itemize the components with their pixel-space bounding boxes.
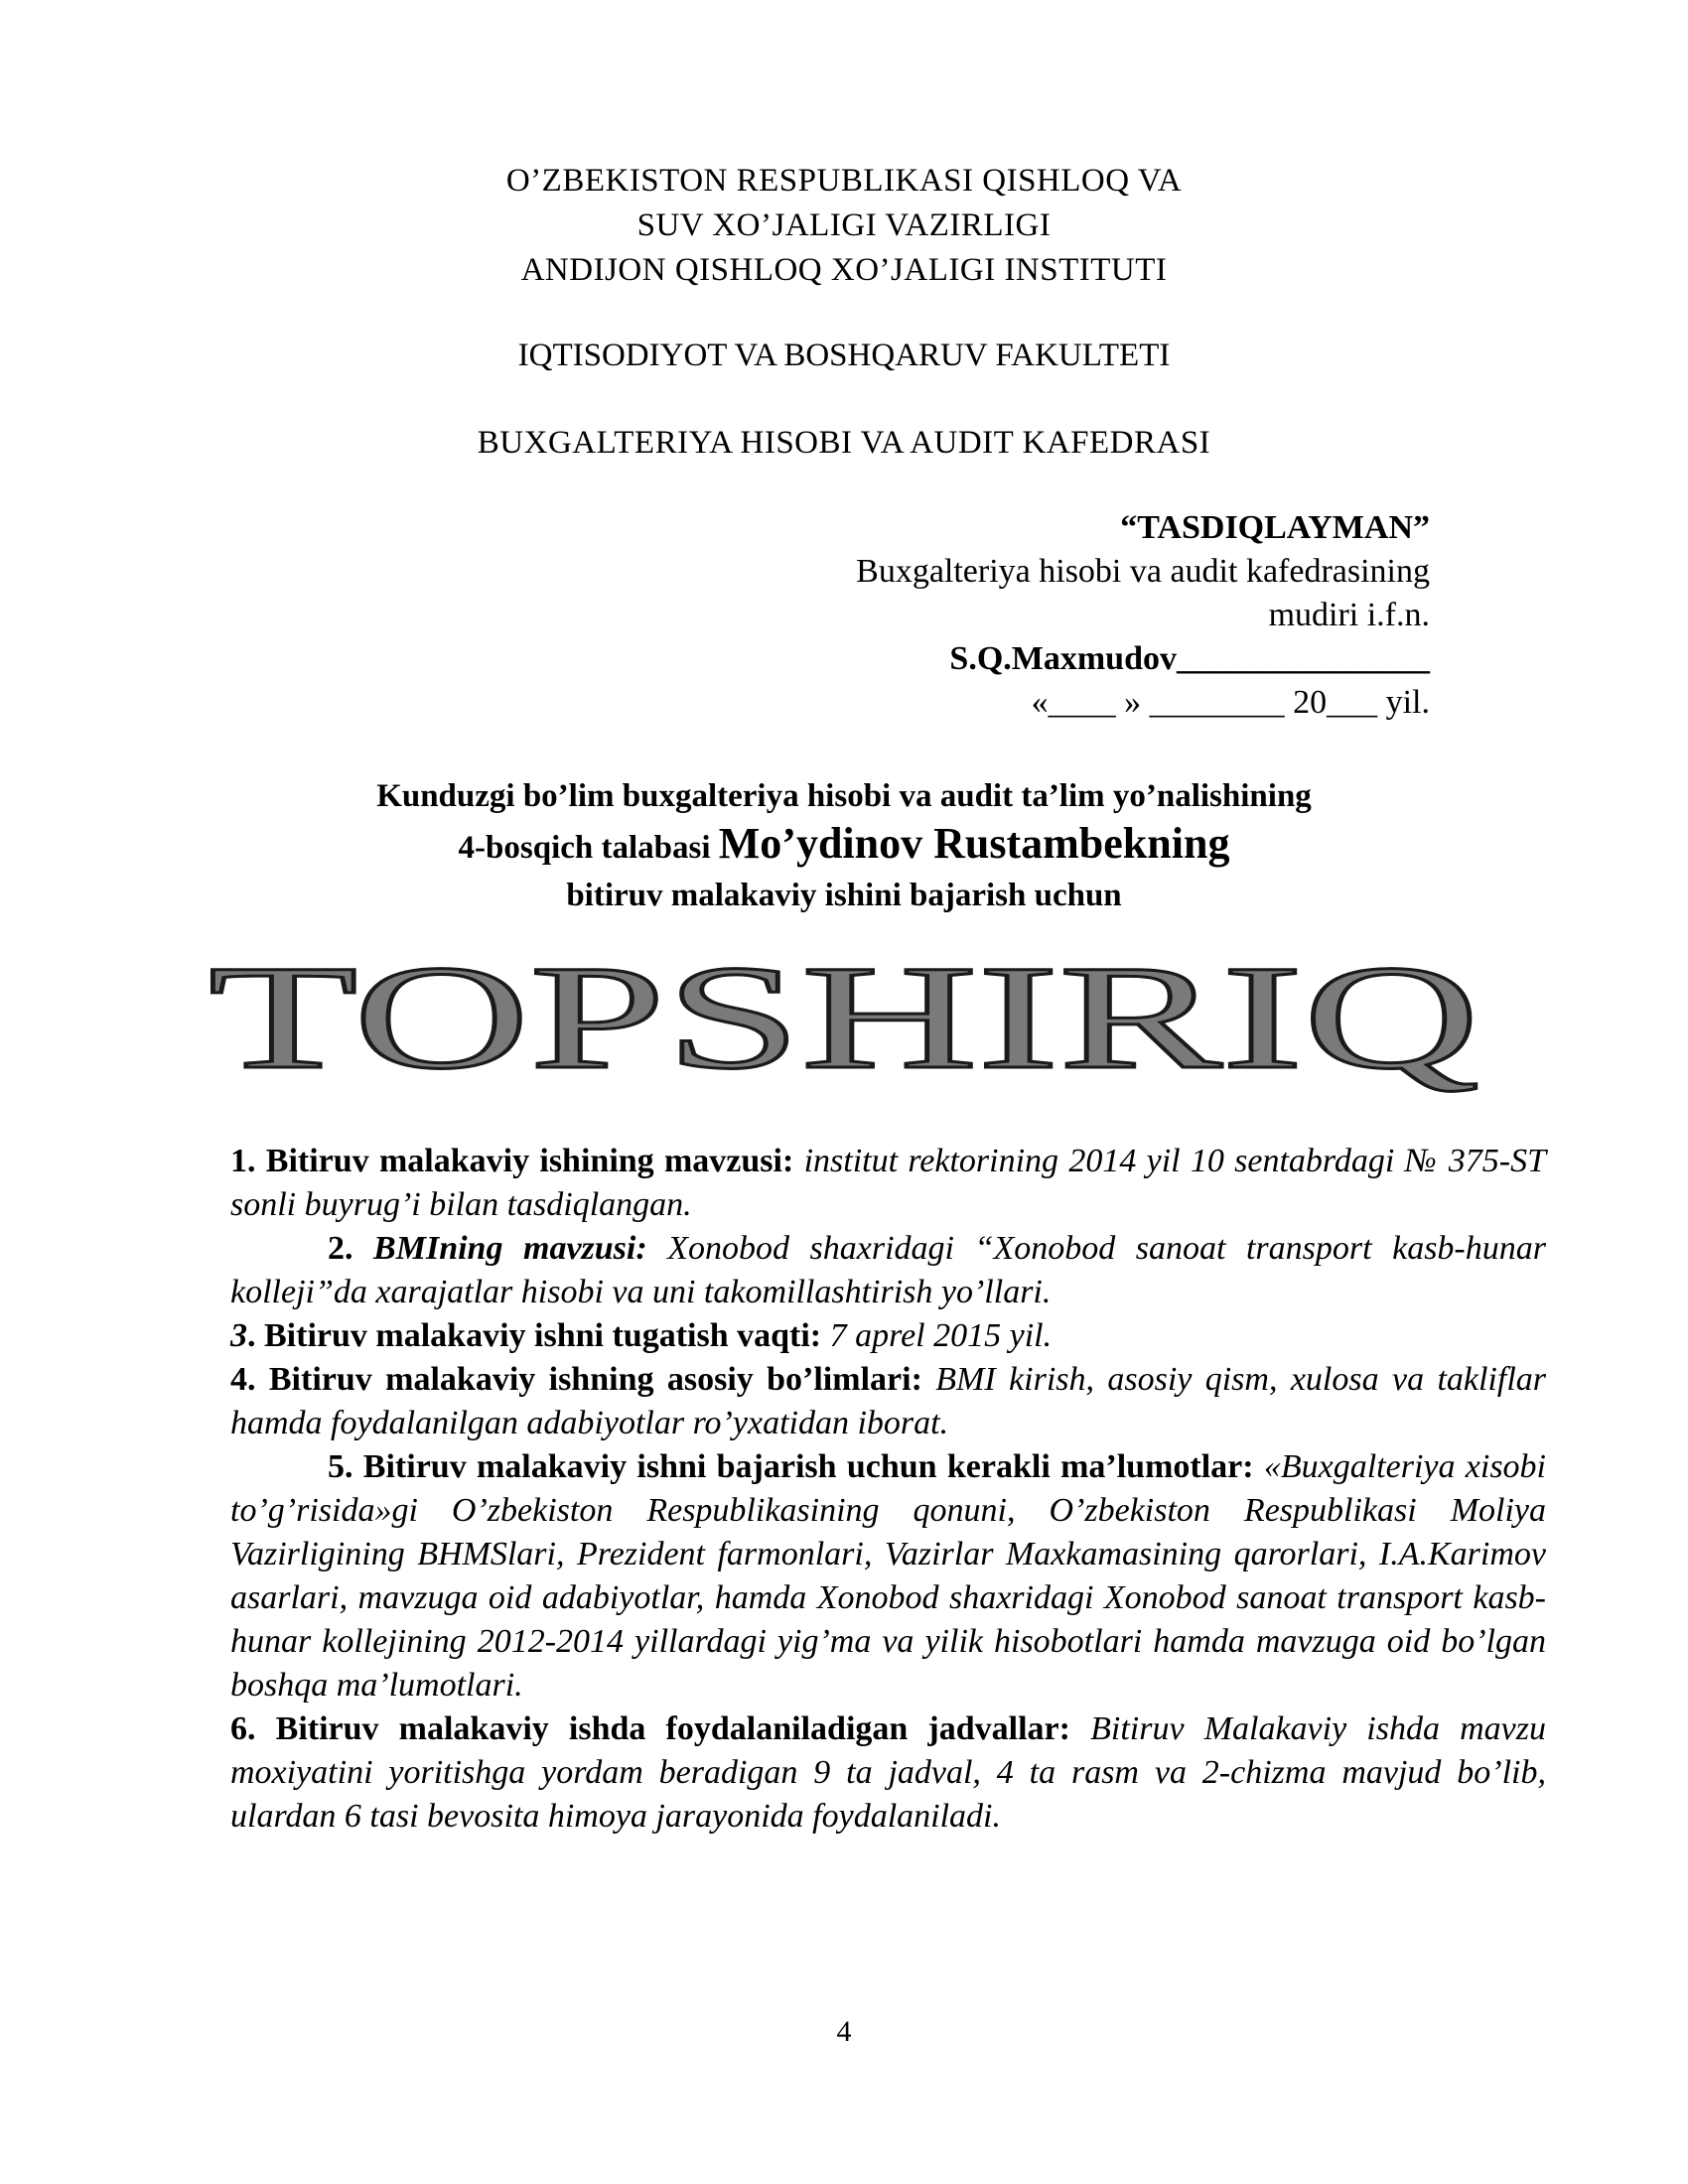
approval-position-line-2: mudiri i.f.n. — [1268, 597, 1430, 633]
approval-position-line-1: Buxgalteriya hisobi va audit kafedrasining — [856, 553, 1430, 590]
task-item-5 — [230, 1445, 1546, 1707]
task-item-2 — [230, 1227, 1546, 1314]
big-title-svg — [0, 943, 1688, 1142]
task-1-label: 1. Bitiruv malakaviy ishining mavzusi: — [230, 1143, 794, 1179]
task-3-text: 7 aprel 2015 yil. — [821, 1317, 1053, 1354]
intro-line-1: Kunduzgi bo’lim buxgalteriya hisobi va audit ta’lim yo’nalishining — [376, 778, 1312, 814]
big-title-wordart — [0, 943, 1688, 1142]
approval-block — [635, 506, 1430, 725]
task-item-6 — [230, 1707, 1546, 1839]
task-4-text: BMI kirish, asosiy qism, xulosa va takliflar hamda foydalanilgan adabiyotlar ro’yxatidan iborat. — [230, 1361, 1546, 1441]
intro-line-2-prefix: 4-bosqich talabasi — [458, 830, 719, 866]
task-2-label: BMIning mavzusi: — [373, 1230, 647, 1267]
task-item-3 — [230, 1314, 1546, 1358]
approval-title: “TASDIQLAYMAN” — [1120, 509, 1430, 546]
header-line-1: O’ZBEKISTON RESPUBLIKASI QISHLOQ VA — [505, 163, 1183, 199]
intro-line-3: bitiruv malakaviy ishini bajarish uchun — [566, 878, 1122, 913]
task-1-text: institut rektorining 2014 yil 10 sentabrdagi № 375-ST sonli buyrug’i bilan tasdiqlangan. — [230, 1143, 1546, 1223]
approver-name-signature-line: S.Q.Maxmudov_______________ — [949, 640, 1430, 677]
task-list — [230, 1140, 1546, 1839]
department-name: BUXGALTERIYA HISOBI VA AUDIT KAFEDRASI — [477, 425, 1211, 461]
task-5-text: «Buxgalteriya xisobi to’g’risida»gi O’zbekiston Respublikasining qonuni, O’zbekiston Respublikasi Moliya Vazirligining BHMSlari, Prezident farmonlari, Vazirlar Maxkamasining qarorlari, I.A.Karimov asarlari, mavzuga oid adabiyotlar, hamda Xonobod shaxridagi Xonobod sanoat transport kasb-hunar kollejining 2012-2014 yillardagi yig’ma va yilik hisobotlari hamda mavzuga oid bo’lgan boshqa ma’lumotlari. — [230, 1448, 1546, 1704]
faculty-name: IQTISODIYOT VA BOSHQARUV FAKULTETI — [517, 338, 1171, 373]
intro-line-2 — [0, 820, 1688, 872]
task-item-1 — [230, 1140, 1546, 1227]
approval-date-line: «____ » ________ 20___ yil. — [1031, 684, 1430, 721]
task-2-text: Xonobod shaxridagi “Xonobod sanoat transport kasb-hunar kolleji”da xarajatlar hisobi va uni takomillashtirish yo’llari. — [230, 1230, 1546, 1310]
big-title-text: TOPSHIRIQ — [209, 943, 1479, 1100]
task-3-label: . Bitiruv malakaviy ishni tugatish vaqti: — [247, 1317, 822, 1354]
page-number: 4 — [836, 2015, 852, 2048]
task-5-label: 5. Bitiruv malakaviy ishni bajarish uchun kerakli ma’lumotlar: — [328, 1448, 1254, 1485]
header-line-2: SUV XO’JALIGI VAZIRLIGI — [636, 207, 1052, 243]
task-2-num: 2. — [328, 1230, 374, 1267]
intro-block — [0, 772, 1688, 919]
task-item-4 — [230, 1358, 1546, 1445]
task-3-num: 3 — [230, 1317, 247, 1354]
header-line-3: ANDIJON QISHLOQ XO’JALIGI INSTITUTI — [520, 252, 1168, 288]
task-6-label: 6. Bitiruv malakaviy ishda foydalaniladigan jadvallar: — [230, 1710, 1070, 1747]
task-4-label: 4. Bitiruv malakaviy ishning asosiy bo’limlari: — [230, 1361, 922, 1398]
task-6-text: Bitiruv Malakaviy ishda mavzu moxiyatini yoritishga yordam beradigan 9 ta jadval, 4 ta rasm va 2-chizma mavjud bo’lib, ulardan 6 tasi bevosita himoya jarayonida foydalaniladi. — [230, 1710, 1546, 1835]
ministry-header — [0, 159, 1688, 293]
student-name: Mo’ydinov Rustambekning — [718, 819, 1230, 868]
